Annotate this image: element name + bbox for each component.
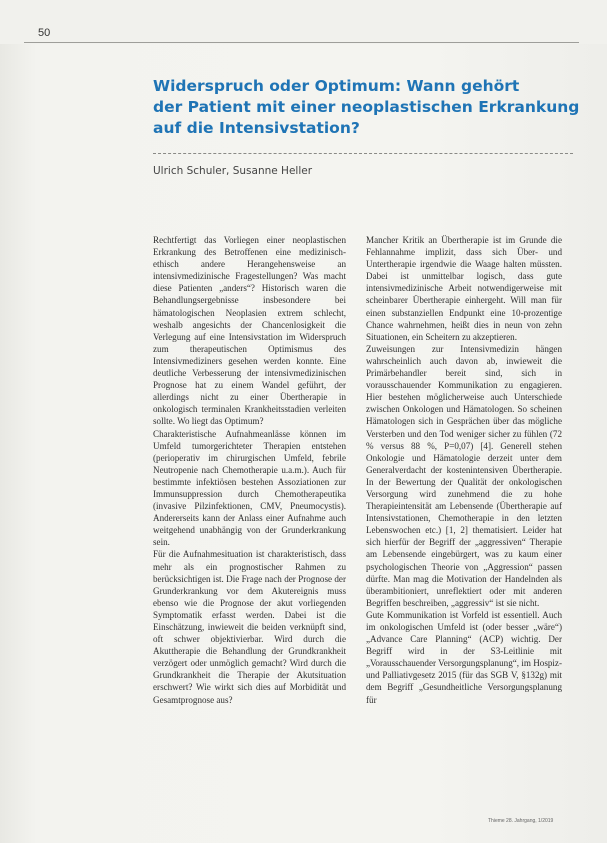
title-line-3: auf die Intensivstation? [153,119,360,137]
journal-footer: Thieme 28. Jahrgang, 1/2019 [488,818,554,824]
page-number: 50 [38,27,51,39]
body-paragraph: Rechtfertigt das Vorliegen einer neoplastischen Erkrankung des Betroffenen eine medizinisch-ethisch andere Herangehensweise an intensivmedizinische Fragestellungen? Was macht diese Patienten „anders“? Historisch waren die Behandlungsergebnisse insbesondere bei hämatologischen Neoplasien extrem schlecht, weshalb angesichts der Chancenlosigkeit die Verlegung auf eine Intensivstation im Widerspruch zum therapeutischen Optimismus des Intensivmediziners gesehen werden konnte. Eine deutliche Verbesserung der intensivmedizinischen Prognose hat zu einem Wandel geführt, der allerdings nicht zu einer Übertherapie in onkologisch terminalen Krankheitsstadien verleiten sollte. Wo liegt das Optimum? [153,235,346,427]
body-paragraph: Zuweisungen zur Intensivmedizin hängen wahrscheinlich auch davon ab, inwieweit die Primärbehandler bereit sind, sich in vorausschauender Kommunikation zu engagieren. Hier bestehen möglicherweise auch Unterschiede zwischen Onkologen und Hämatologen. So scheinen Hämatologen sich in Gesprächen über das mögliche Versterben und den Tod weniger sicher zu fühlen (72 % versus 88 %, P=0,07) [4]. Generell stehen Onkologie und Hämatologie derzeit unter dem Generalverdacht der kostenintensiven Übertherapie. In der Bewertung der Qualität der onkologischen Versorgung wird zunehmend die zu hohe Therapieintensität am Lebensende (Übertherapie auf Intensivstationen, Chemotherapie in den letzten Lebenswochen etc.) [1, 2] thematisiert. Leider hat sich hierfür der Begriff der „aggressiven“ Therapie am Lebensende eingebürgert, was zu kaum einer psychologischen Theorie von „Aggression“ passen dürfte. Man mag die Motivation der Handelnden als überambitioniert, unreflektiert oder mit anderen Begriffen beschreiben, „aggressiv“ ist sie nicht. [366,343,562,608]
title-line-2: der Patient mit einer neoplastischen Erkrankung [153,98,580,116]
header-band [0,0,607,44]
header-divider [24,42,579,43]
body-column-left [153,234,346,706]
body-paragraph: Gute Kommunikation ist Vorfeld ist essentiell. Auch im onkologischen Umfeld ist (oder besser „wäre“) „Advance Care Planning“ (ACP) wichtig. Der Begriff wird in der S3-Leitlinie mit „Vorausschauender Versorgungsplanung“, im Hospiz- und Palliativgesetz 2015 (für das SGB V, §132g) mit dem Begriff „Gesundheitliche Versorgungsplanung für [366,609,562,705]
body-paragraph: Charakteristische Aufnahmeanlässe können im Umfeld tumorgerichteter Therapien entstehen (perioperativ im chirurgischen Umfeld, febrile Neutropenie nach Chemotherapie u.a.m.). Auch für bestimmte infektiösen bestehen Assoziationen zur Immunsuppression durch Chemotherapeutika (invasive Pilzinfektionen, CMV, Pneumocystis). Andererseits kann der Anlass einer Aufnahme auch weitgehend unabhängig von der Grunderkrankung sein. [153,428,346,548]
body-paragraph: Mancher Kritik an Übertherapie ist im Grunde die Fehlannahme implizit, dass sich Über- und Untertherapie irgendwie die Waage halten müssten. Dabei ist unmittelbar logisch, dass gute intensivmedizinische Arbeit notwendigerweise mit scheinbarer Übertherapie einhergeht. Will man für einen substanziellen Endpunkt eine 10-prozentige Chance wahrnehmen, heißt dies in neun von zehn Situationen, ein Scheitern zu akzeptieren. [366,235,562,342]
body-column-right [366,234,562,706]
body-paragraph: Für die Aufnahmesituation ist charakteristisch, dass mehr als ein prognostischer Rahmen zu berücksichtigen ist. Die Frage nach der Prognose der Grunderkrankung vor dem Akutereignis muss ebenso wie die Prognose der akut vorliegenden Symptomatik erfasst werden. Dabei ist die Einschätzung, inwieweit die beiden verknüpft sind, oft schwer objektivierbar. Wird durch die Akuttherapie die Behandlung der Grundkrankheit verzögert oder unmöglich gemacht? Wird durch die Grundkrankheit die Therapie der Akutsituation erschwert? Wie wirkt sich dies auf Morbidität und Gesamtprognose aus? [153,549,346,705]
title-line-1: Widerspruch oder Optimum: Wann gehört [153,77,520,95]
article-title [153,76,580,139]
title-divider [153,153,573,154]
article-authors: Ulrich Schuler, Susanne Heller [153,165,313,177]
